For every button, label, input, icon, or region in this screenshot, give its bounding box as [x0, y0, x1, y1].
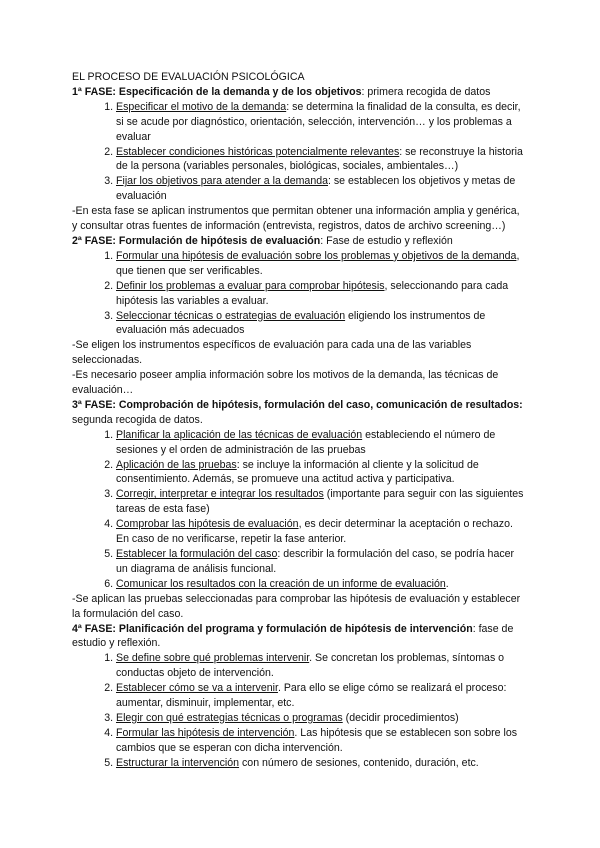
phase-2-note-2: -Es necesario poseer amplia información sobre los motivos de la demanda, las técnicas de evaluación…	[72, 369, 499, 397]
item-text: : se incluye la información al cliente y la solicitud de consentimiento. Además, se promueve una actitud activa y participativa.	[116, 458, 479, 486]
document-title: EL PROCESO DE EVALUACIÓN PSICOLÓGICA	[72, 71, 305, 83]
item-key: Formular una hipótesis de evaluación sobre los problemas y objetivos de la demanda	[116, 249, 517, 262]
item-key: Comprobar las hipótesis de evaluación	[116, 518, 299, 531]
list-item	[116, 458, 524, 488]
phase-1-note: -En esta fase se aplican instrumentos que permitan obtener una información amplia y genérica, y consultar otras fuentes de información (entrevista, registros, datos de archivo screening…)	[72, 205, 520, 233]
item-text: , seleccionando para cada hipótesis las variables a evaluar.	[116, 279, 509, 307]
item-key: Formular las hipótesis de intervención	[116, 726, 295, 739]
list-item	[116, 547, 524, 577]
list-item	[116, 249, 524, 279]
item-key: Establecer condiciones históricas potencialmente relevantes	[116, 145, 400, 158]
phase-1-heading-bold: 1ª FASE: Especificación de la demanda y de los objetivos	[72, 85, 362, 98]
list-item	[116, 174, 524, 204]
list-item	[116, 279, 524, 309]
item-text: : se determina la finalidad de la consulta, es decir, si se acude por diagnóstico, orientación, selección, intervención… y los problemas a evaluar	[116, 100, 521, 143]
list-item	[116, 145, 524, 175]
item-text: . Se concretan los problemas, síntomas o conductas objeto de intervención.	[116, 652, 505, 680]
list-item	[116, 517, 524, 547]
item-key: Fijar los objetivos para atender a la demanda	[116, 175, 328, 188]
item-key: Establecer cómo se va a intervenir	[116, 682, 278, 695]
phase-1-heading	[72, 85, 524, 100]
list-item	[116, 726, 524, 756]
document-page	[72, 70, 524, 771]
item-key: Planificar la aplicación de las técnicas de evaluación	[116, 428, 363, 441]
list-item	[116, 651, 524, 681]
item-key: Especificar el motivo de la demanda	[116, 100, 287, 113]
list-item	[116, 428, 524, 458]
phase-1-heading-rest: : primera recogida de datos	[361, 85, 491, 98]
item-key: Definir los problemas a evaluar para comprobar hipótesis	[116, 279, 385, 292]
list-item	[116, 487, 524, 517]
phase-2-heading	[72, 234, 524, 249]
item-text: , es decir determinar la aceptación o rechazo. En caso de no verificarse, repetir la fase anterior.	[116, 518, 513, 546]
item-key: Comunicar los resultados con la creación de un informe de evaluación	[116, 577, 446, 590]
item-text: con número de sesiones, contenido, duración, etc.	[239, 756, 479, 769]
phase-4-heading-rest: : fase de estudio y reflexión.	[72, 622, 514, 650]
phase-3-note: -Se aplican las pruebas seleccionadas para comprobar las hipótesis de evaluación y establecer la formulación del caso.	[72, 592, 521, 620]
item-text: estableciendo el número de sesiones y el orden de administración de las pruebas	[116, 428, 496, 456]
item-key: Aplicación de las pruebas	[116, 458, 237, 471]
item-key: Elegir con qué estrategias técnicas o programas	[116, 711, 343, 724]
list-item	[116, 711, 524, 726]
phase-3-heading-rest: segunda recogida de datos.	[72, 413, 203, 426]
item-text: (decidir procedimientos)	[342, 711, 459, 724]
phase-4-heading-bold: 4ª FASE: Planificación del programa y formulación de hipótesis de intervención	[72, 622, 473, 635]
item-key: Seleccionar técnicas o estrategias de evaluación	[116, 309, 346, 322]
item-text: , que tienen que ser verificables.	[116, 249, 520, 277]
phase-2-heading-bold: 2ª FASE: Formulación de hipótesis de evaluación	[72, 234, 321, 247]
item-text: . Para ello se elige cómo se realizará el proceso: aumentar, disminuir, implementar, etc.	[116, 682, 507, 710]
list-item	[116, 681, 524, 711]
item-text: (importante para seguir con las siguientes tareas de esta fase)	[116, 488, 524, 516]
list-item	[116, 756, 524, 771]
phase-4-list	[72, 651, 524, 770]
phase-2-heading-rest: : Fase de estudio y reflexión	[320, 234, 453, 247]
phase-3-heading-bold: 3ª FASE: Comprobación de hipótesis, formulación del caso, comunicación de resultados:	[72, 398, 523, 411]
item-text: : se establecen los objetivos y metas de evaluación	[116, 175, 516, 203]
item-key: Establecer la formulación del caso	[116, 548, 278, 560]
item-key: Corregir, interpretar e integrar los resultados	[116, 488, 324, 501]
item-key: Se define sobre qué problemas intervenir	[116, 652, 310, 665]
list-item	[116, 309, 524, 339]
item-text: : se reconstruye la historia de la persona (variables personales, biológicas, sociales, ambientales…)	[116, 145, 523, 173]
item-text: . Las hipótesis que se establecen son sobre los cambios que se esperan con dicha intervención.	[116, 726, 518, 754]
item-key: Estructurar la intervención	[116, 756, 240, 769]
phase-3-heading	[72, 398, 524, 428]
phase-2-note-1: -Se eligen los instrumentos específicos de evaluación para cada una de las variables seleccionadas.	[72, 339, 472, 367]
item-text: eligiendo los instrumentos de evaluación más adecuados	[116, 309, 486, 337]
phase-1-list	[72, 100, 524, 204]
list-item	[116, 100, 524, 145]
phase-3-list	[72, 428, 524, 592]
phase-2-list	[72, 249, 524, 338]
list-item	[116, 577, 524, 592]
item-text: .	[445, 577, 449, 590]
phase-4-heading	[72, 622, 524, 652]
item-text: : describir la formulación del caso, se podría hacer un diagrama de análisis funcional.	[116, 548, 515, 575]
